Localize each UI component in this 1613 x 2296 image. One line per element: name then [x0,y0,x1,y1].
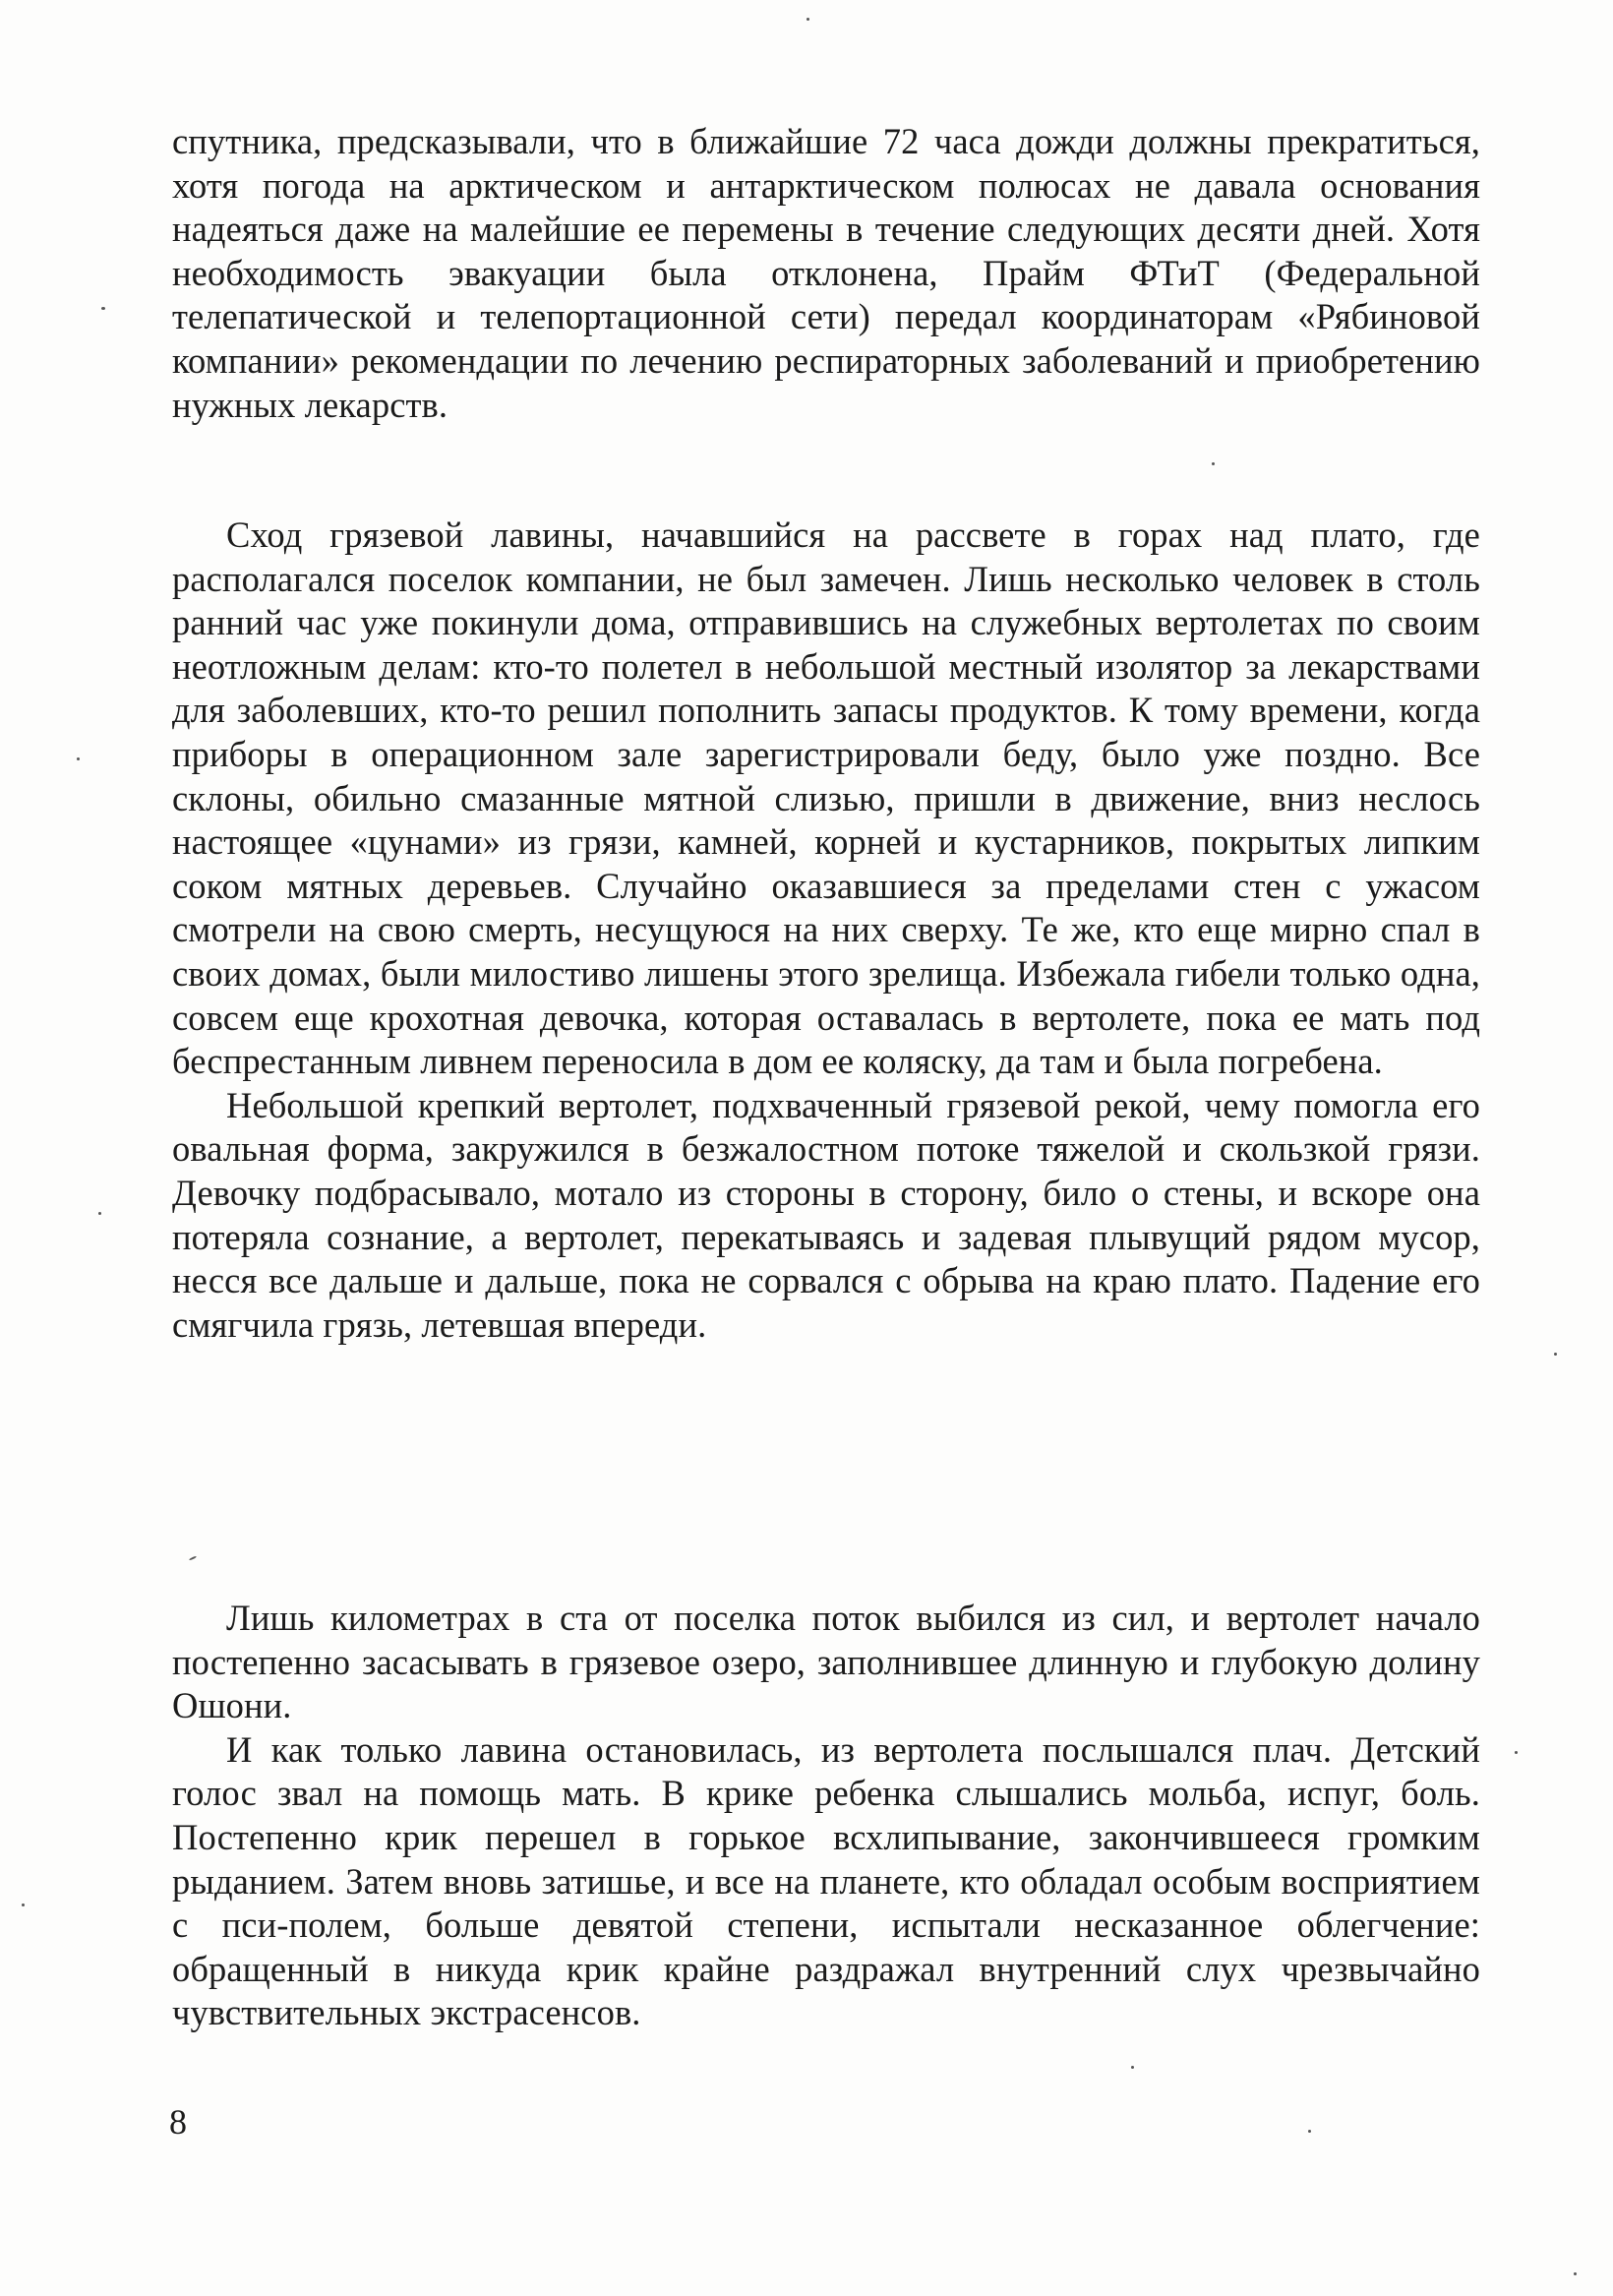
paragraph-mudslide: Сход грязевой лавины, начавшийся на рассвете в горах над плато, где располагался поселок компании, не был замечен. Лишь несколько человек в столь ранний час уже покинули дома, отправившись на служебных вертолетах по своим неотложным делам: кто-то полетел в небольшой местный изолятор за лекарствами для заболевших, кто-то решил пополнить запасы продуктов. К тому времени, когда приборы в операционном зале зарегистрировали беду, было уже поздно. Все склоны, обильно смазанные мятной слизью, пришли в движение, вниз неслось настоящее «цунами» из грязи, камней, корней и кустарников, покрытых липким соком мятных деревьев. Случайно оказавшиеся за пределами стен с ужасом смотрели на свою смерть, несущуюся на них сверху. Те же, кто еще мирно спал в своих домах, были милостиво лишены этого зрелища. Избежала гибели только одна, совсем еще крохотная девочка, которая оставалась в вертолете, пока ее мать под беспрестанным ливнем переносила в дом ее коляску, да там и была погребена. [172,514,1480,1082]
scan-speck [1212,462,1215,465]
paragraph-lake: Лишь километрах в ста от поселка поток выбился из сил, и вертолет начало постепенно засасывать в грязевое озеро, заполнившее длинную и глубокую долину Ошони. [172,1598,1480,1726]
scan-speck [1554,1353,1557,1356]
paragraph-cry: И как только лавина остановилась, из вертолета послышался плач. Детский голос звал на помощь мать. В крике ребенка слышались мольба, испуг, боль. Постепенно крик перешел в горькое всхлипывание, закончившееся громким рыданием. Затем вновь затишье, и все на планете, кто обладал особым восприятием с пси-полем, больше девятой степени, испытали несказанное облегчение: обращенный в никуда крик крайне раздражал внутренний слух чрезвычайно чувствительных экстрасенсов. [172,1728,1480,2033]
text-block-bottom [172,1597,1480,2035]
scan-speck [101,307,105,310]
scan-speck [806,18,809,21]
scan-speck [189,1555,197,1560]
scan-speck [1131,2066,1134,2069]
text-block-middle [172,514,1480,1347]
scan-speck [98,1212,101,1215]
scan-speck [1515,1751,1518,1754]
scan-speck [1574,2272,1577,2275]
scan-speck [22,1903,25,1906]
paragraph-helicopter: Небольшой крепкий вертолет, подхваченный грязевой рекой, чему помогла его овальная форма, закружился в безжалостном потоке тяжелой и скользкой грязи. Девочку подбрасывало, мотало из стороны в сторону, било о стены, и вскоре она потеряла сознание, а вертолет, перекатываясь и задевая плывущий рядом мусор, несся все дальше и дальше, пока не сорвался с обрыва на краю плато. Падение его смягчила грязь, летевшая впереди. [172,1084,1480,1345]
scan-speck [1308,2130,1311,2133]
scan-speck [77,757,80,760]
text-block-top [172,120,1480,427]
paragraph-continuation: спутника, предсказывали, что в ближайшие 72 часа дожди должны прекратиться, хотя погода на арктическом и антарктическом полюсах не давала основания надеяться даже на малейшие ее перемены в течение следующих десяти дней. Хотя необходимость эвакуации была отклонена, Прайм ФТиТ (Федеральной телепатической и телепортационной сети) передал координаторам «Рябиновой компании» рекомендации по лечению респираторных заболеваний и приобретению нужных лекарств. [172,121,1480,425]
page-number: 8 [169,2102,187,2142]
